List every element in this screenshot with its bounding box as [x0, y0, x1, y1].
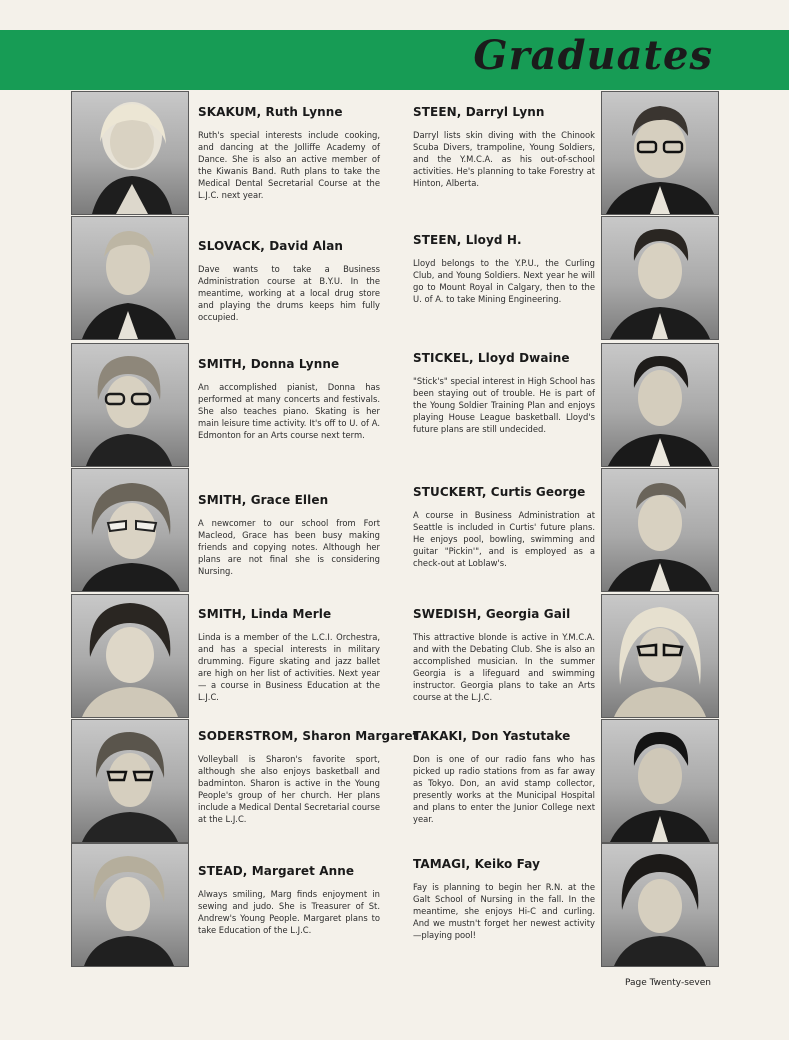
graduate-name: STEEN, Lloyd H. [413, 233, 522, 247]
graduate-name: STEEN, Darryl Lynn [413, 105, 545, 119]
photo-soderstrom [71, 719, 189, 843]
graduate-bio: "Stick's" special interest in High School has been staying out of trouble. He is part of the Young Soldier Training Plan and enjoys playing House League basketball. Lloyd's future plans are still undecided. [413, 376, 595, 435]
graduate-bio: This attractive blonde is active in Y.M.C.A. and with the Debating Club. She is also an accomplished musician. In the summer Georgia is a lifeguard and swimming instructor. Georgia plans to take an Arts course at the L.J.C. [413, 632, 595, 703]
graduate-bio: Dave wants to take a Business Administration course at B.Y.U. In the meantime, working at a local drug store and playing the drums keeps him fully occupied. [198, 264, 380, 323]
graduate-bio: Lloyd belongs to the Y.P.U., the Curling Club, and Young Soldiers. Next year he will go to Mount Royal in Calgary, then to the U. of A. to take Mining Engineering. [413, 258, 595, 305]
page-title: Graduates [473, 32, 713, 79]
graduate-entry [413, 607, 595, 704]
graduate-name: STUCKERT, Curtis George [413, 485, 586, 499]
graduate-bio: Volleyball is Sharon's favorite sport, although she also enjoys basketball and badminton. Sharon is active in the Young People's group of her church. Her plans include a Medical Dental Secretarial course at the L.J.C. [198, 754, 380, 825]
graduate-entry [198, 357, 380, 441]
photo-swedish [601, 594, 719, 718]
photo-smith-grace [71, 468, 189, 592]
graduate-name: STEAD, Margaret Anne [198, 864, 355, 878]
photo-stead [71, 843, 189, 967]
graduate-entry [413, 105, 595, 189]
graduate-bio: A course in Business Administration at Seattle is included in Curtis' future plans. He enjoys pool, bowling, swimming and guitar "Pickin'", and is employed as a check-out at Loblaw's. [413, 510, 595, 569]
graduate-name: TAKAKI, Don Yastutake [413, 729, 571, 743]
graduate-entry [198, 607, 380, 704]
graduate-bio: Fay is planning to begin her R.N. at the Galt School of Nursing in the fall. In the meantime, she enjoys Hi-C and curling. And we mustn't forget her newest activity —playing pool! [413, 882, 595, 941]
graduate-entry [198, 239, 380, 323]
graduate-entry [413, 485, 595, 569]
graduate-entry [198, 864, 380, 936]
graduate-entry [413, 351, 595, 435]
graduate-bio: Linda is a member of the L.C.I. Orchestra, and has a special interests in military drumming. Figure skating and jazz ballet are high on her list of activities. Next year — a course in Business Education at the L.J.C. [198, 632, 380, 703]
graduate-name: SODERSTROM, Sharon Margaret [198, 729, 419, 743]
graduate-name: SMITH, Linda Merle [198, 607, 332, 621]
photo-skakum [71, 91, 189, 215]
graduate-bio: Always smiling, Marg finds enjoyment in sewing and judo. She is Treasurer of St. Andrew's Young People. Margaret plans to take Education of the L.J.C. [198, 889, 380, 936]
photo-takaki [601, 719, 719, 843]
graduate-name: SMITH, Grace Ellen [198, 493, 329, 507]
graduate-name: SMITH, Donna Lynne [198, 357, 340, 371]
photo-steen-darryl [601, 91, 719, 215]
graduate-name: SLOVACK, David Alan [198, 239, 344, 253]
photo-slovack [71, 216, 189, 340]
graduate-name: STICKEL, Lloyd Dwaine [413, 351, 570, 365]
graduate-entry [198, 493, 380, 577]
photo-steen-lloyd [601, 216, 719, 340]
graduate-bio: Ruth's special interests include cooking, and dancing at the Jolliffe Academy of Dance. She is also an active member of the Kiwanis Band. Ruth plans to take the Medical Dental Secretarial Course at the L.J.C. next year. [198, 130, 380, 201]
graduate-bio: An accomplished pianist, Donna has performed at many concerts and festivals. She also teaches piano. Skating is her main leisure time activity. It's off to U. of A. Edmonton for an Arts course next term. [198, 382, 380, 441]
photo-smith-donna [71, 343, 189, 467]
photo-smith-linda [71, 594, 189, 718]
graduate-entry [198, 105, 380, 202]
graduate-bio: A newcomer to our school from Fort Macleod, Grace has been busy making friends and copying notes. Although her plans are not final she is considering Nursing. [198, 518, 380, 577]
photo-tamagi [601, 843, 719, 967]
graduate-entry [413, 729, 595, 826]
graduate-name: SKAKUM, Ruth Lynne [198, 105, 343, 119]
graduate-bio: Don is one of our radio fans who has picked up radio stations from as far away as Tokyo. Don, an avid stamp collector, presently works at the Municipal Hospital and plans to enter the Junior College next year. [413, 754, 595, 825]
photo-stuckert [601, 468, 719, 592]
photo-stickel [601, 343, 719, 467]
graduate-entry [413, 857, 595, 941]
graduate-entry [413, 233, 595, 305]
graduate-name: TAMAGI, Keiko Fay [413, 857, 540, 871]
graduate-name: SWEDISH, Georgia Gail [413, 607, 571, 621]
page-number: Page Twenty-seven [625, 978, 711, 988]
graduate-bio: Darryl lists skin diving with the Chinook Scuba Divers, trampoline, Young Soldiers, and the Y.M.C.A. as his out-of-school activities. He's planning to take Forestry at Hinton, Alberta. [413, 130, 595, 189]
graduate-entry [198, 729, 419, 826]
